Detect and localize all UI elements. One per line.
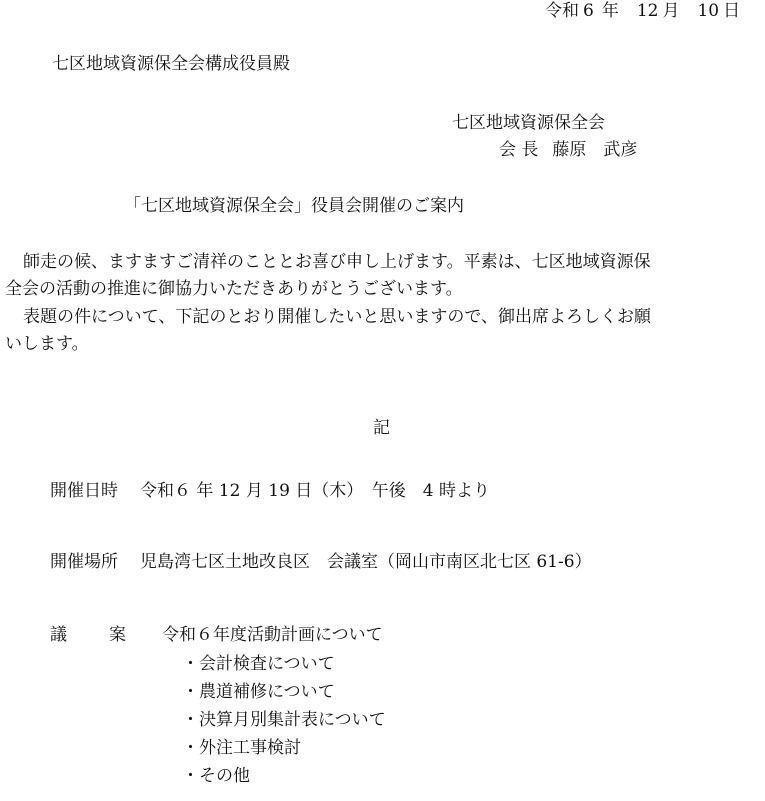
body-line: いします。 xyxy=(5,334,89,354)
agenda-item: ・決算月別集計表について xyxy=(182,710,386,730)
agenda-item: ・外注工事検討 xyxy=(182,738,301,758)
agenda-label: 議 案 xyxy=(50,625,126,645)
place-row xyxy=(50,554,592,571)
issue-date: 令和 6 年 12 月 10 日 xyxy=(545,1,741,21)
place-label: 開催場所 xyxy=(50,552,118,572)
body-paragraph-1 xyxy=(5,249,750,303)
datetime-row xyxy=(50,483,490,500)
body-line: 表題の件について、下記のとおり開催したいと思いますので、御出席よろしくお願 xyxy=(23,307,651,327)
body-line: 全会の活動の推進に御協力いただきありがとうございます。 xyxy=(5,279,463,299)
ki-heading: 記 xyxy=(373,418,390,438)
agenda-item: ・農道補修について xyxy=(182,682,335,702)
sender-organization: 七区地域資源保全会 xyxy=(452,113,605,133)
datetime-label: 開催日時 xyxy=(50,481,118,501)
sender-title: 会 長 xyxy=(499,140,539,160)
datetime-value: 令和６ 年 12 月 19 日（木） 午後 4 時より xyxy=(140,481,491,501)
agenda-item: ・その他 xyxy=(182,766,250,786)
body-paragraph-2 xyxy=(5,304,750,358)
sender-signature xyxy=(499,142,637,159)
sender-name: 藤原 武彦 xyxy=(552,140,638,160)
subject: 「七区地域資源保全会」役員会開催のご案内 xyxy=(124,196,464,216)
body-line: 師走の候、ますますご清祥のこととお喜び申し上げます。平素は、七区地域資源保 xyxy=(23,252,651,272)
recipient: 七区地域資源保全会構成役員殿 xyxy=(52,54,290,74)
agenda-item: ・会計検査について xyxy=(182,654,335,674)
place-value: 児島湾七区土地改良区 会議室（岡山市南区北七区 61-6） xyxy=(140,552,592,572)
agenda-title: 令和６年度活動計画について xyxy=(162,625,383,645)
